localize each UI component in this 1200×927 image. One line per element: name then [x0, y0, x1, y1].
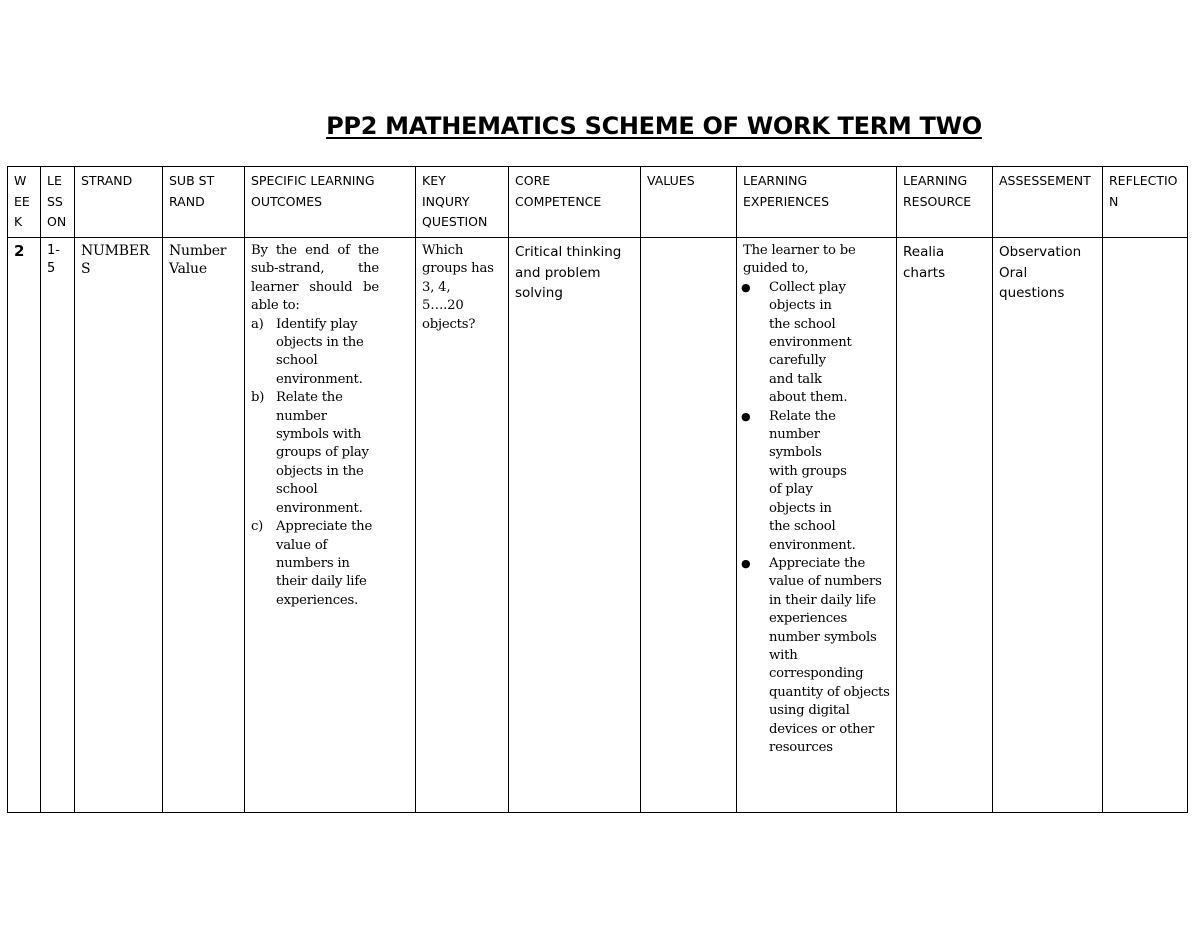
experience-text: Relate the number symbols with groups of play objects in the school environment. [769, 408, 856, 553]
outcome-text: Relate the number symbols with groups of play objects in the school environment. [276, 390, 369, 516]
header-week: WEEK [8, 167, 41, 238]
bullet-icon: ● [741, 556, 751, 570]
header-learning-resource: LEARNING RESOURCE [897, 167, 993, 238]
resource-item: Realia [903, 244, 945, 260]
outcomes-intro: By the end of the sub-strand, the learner should be able to: [251, 243, 379, 314]
outcome-marker: b) [251, 390, 265, 406]
header-values: VALUES [641, 167, 737, 238]
outcome-item [251, 518, 379, 610]
header-assessment: ASSESSEMENT [993, 167, 1103, 238]
outcomes-cell [245, 238, 416, 813]
header-sub-strand: SUB STRAND [163, 167, 245, 238]
scheme-table [7, 166, 1188, 813]
assessment-item: Observation [999, 244, 1082, 260]
header-strand: STRAND [75, 167, 163, 238]
outcome-marker: a) [251, 316, 264, 332]
strand-cell: NUMBERS [75, 238, 163, 813]
page-title: PP2 MATHEMATICS SCHEME OF WORK TERM TWO [326, 112, 982, 140]
outcome-item [251, 316, 379, 390]
lesson-cell: 1-5 [41, 238, 75, 813]
experience-item [743, 279, 890, 408]
week-row [8, 238, 1188, 813]
resource-item: charts [903, 264, 946, 281]
values-cell [641, 238, 737, 813]
experiences-cell [737, 238, 897, 813]
assessment-cell [993, 238, 1103, 813]
bullet-icon: ● [741, 280, 751, 294]
header-row [8, 167, 1188, 238]
sub-strand-cell: Number Value [163, 238, 245, 813]
header-learning-outcomes: SPECIFIC LEARNING OUTCOMES [245, 167, 416, 238]
bullet-icon: ● [741, 409, 751, 423]
outcome-text: Identify play objects in the school environment. [276, 316, 364, 387]
reflection-cell [1103, 238, 1188, 813]
header-core-competence: CORE COMPETENCE [509, 167, 641, 238]
header-learning-experiences: LEARNING EXPERIENCES [737, 167, 897, 238]
outcomes-list [251, 316, 379, 611]
experience-item [743, 408, 890, 555]
competence-cell: Critical thinking and problem solving [509, 238, 641, 813]
inquiry-cell: Which groups has 3, 4, 5….20 objects? [416, 238, 509, 813]
experiences-intro: The learner to be guided to, [743, 243, 856, 277]
week-number: 2 [14, 242, 25, 260]
header-lesson: LESSON [41, 167, 75, 238]
experiences-list [743, 279, 890, 758]
resource-cell [897, 238, 993, 813]
experience-text: Appreciate the value of numbers in their daily life experiences number symbols with corresponding quantity of objects using digital devices or other resources [769, 555, 890, 755]
header-key-inquiry-question: KEY INQURY QUESTION [416, 167, 509, 238]
outcome-text: Appreciate the value of numbers in their daily life experiences. [276, 519, 373, 608]
experience-text: Collect play objects in the school environment carefully and talk about them. [769, 279, 852, 406]
outcome-item [251, 389, 379, 518]
outcome-marker: c) [251, 519, 264, 535]
experience-item [743, 555, 890, 757]
week-cell [8, 238, 41, 813]
assessment-item: Oral questions [999, 264, 1065, 301]
header-reflection: REFLECTION [1103, 167, 1188, 238]
